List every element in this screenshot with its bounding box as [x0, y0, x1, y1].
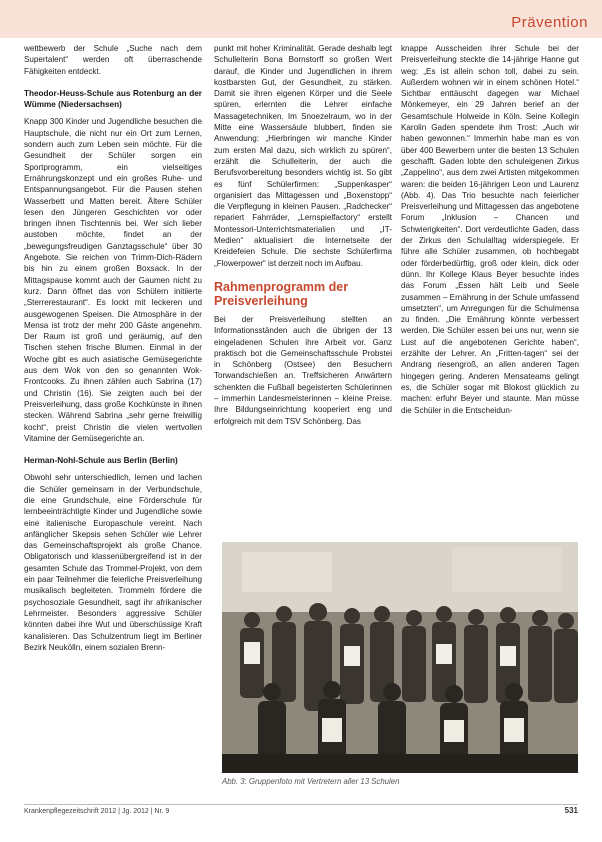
- section-heading: Rahmenprogramm der Preisverleihung: [214, 279, 349, 308]
- school2-heading: Herman-Nohl-Schule aus Berlin (Berlin): [24, 456, 178, 466]
- column-1: [24, 43, 202, 653]
- school1-paragraph: Knapp 300 Kinder und Jugendliche besuchen die Hauptschule, die nicht nur ein Ort zum Lernen, sondern auch zum Leben sein möchte. Für die Gesundheit der Schüler sorgen ein Sportprogramm, ein vielseitiges Ernährungskonzept und ein großes Ruhe- und Entspannungsangebot. Für die Pausen stehen Wasserbett und Matten bereit. Ältere Schüler lesen den Jüngeren Geschichten vor oder bringen ihnen Tischtennis bei. Wer sich lieber austoben möchte, findet an der „bewegungsfreudigen Ganztagsschule“ über 30 Angebote. Sie reichen von Trimm-Dich-Rädern bis hin zu einem großen Boxsack. In der Mittagspause kommt auch der Gaumen nicht zu kurz. Dann öffnet das von Schülern initiierte „Sterrerestaurant“. Es lockt mit leckeren und ausgewogenen Speisen. Die Atmosphäre in der Mensa ist trotz der mehr 200 Gäste angenehm. Der Raum ist groß und geräumig, auf den Tischen stehen frische Blumen. Einmal in der Woche gibt es auch asiatische Gemüsegerichte aus dem Wok von den so genannten Wok-Frontcooks. Zu ihnen zählen auch Sabrina (17) und Christin (16). Sie zeigten auch bei der Preisverleihung, dass große Kochkünste in ihnen stecken. Während Sabrina „sehr gerne freiwillig kocht“, preist Christin die vielen wertvollen Vitamine der Gemüsegerichte an.: [24, 117, 202, 443]
- column-2: [214, 43, 392, 537]
- footer-divider: [24, 804, 578, 805]
- photo-caption: Abb. 3: Gruppenfoto mit Vertretern aller 13 Schulen: [222, 777, 400, 786]
- column-3: [401, 43, 579, 537]
- col2-paragraph-1: punkt mit hoher Kriminalität. Gerade deshalb legt Schulleiterin Bona Bornstorff so großen Wert darauf, die Kinder und Jugendlichen in ihrem kostbarsten Gut, der Gesundheit, zu stärken. Damit sie ihren eigenen Körper und die Seele spüren, erlernten die Lehrer einfache Massagetechniken. Im Snoezelraum, wo in der Mitte eine Wassersäule blubbert, finden sie Anwendung: „Hierbringen wir manche Kinder zum ersten Mal dazu, sich wirklich zu spüren“, erzählt die Schulleiterin, der auch die Berufsvorbereitung besonders wichtig ist. So gibt es fünf Schülerfirmen: „Suppenkasper“ organisiert das Mittagessen und „Boxenstopp“ die Verpflegung in kleinen Pausen. „Radchecker“ repariert Fahrräder, „Lernspielfactory“ erstellt Montessori-Unterrichtsmaterialien und „IT-Medien“ aktualisiert die Internetseite der Kreidefeien Schule. Die sechste Schülerfirma „Flowerpower“ ist derzeit noch im Aufbau.: [214, 44, 392, 268]
- intro-paragraph: wettbewerb der Schule „Suche nach dem Supertalent“ werden oft überraschende Fähigkeiten entdeckt.: [24, 44, 202, 76]
- page-number: 531: [564, 806, 578, 815]
- school2-paragraph: Obwohl sehr unterschiedlich, lernen und lachen die Schüler gemeinsam in der Verbundschule, die eine Grundschule, eine Förderschule für lernbeeinträchtigte Kinder und Jugendliche sowie eine italienische Europaschule vereint. Nach anfänglicher Skepsis sehen Schüler wie Lehrer das Gemeinschaftsprojekt als große Chance. Obligatorisch und klassenübergreifend ist in der gesamten Schule das Trommel-Projekt, von dem ein paar Teilnehmer die feierliche Preisverleihung musikalisch begleiteten. Trommeln fördere die psychosoziale Gesundheit, sagt ihr afrikanischer Lehrmeister. Besonders aggressive Schüler könnten dabei ihre Wut und überschüssige Kraft kanalisieren. Das Schulzentrum liegt im Berliner Bezirk Neukölln, einem sozialen Brenn-: [24, 473, 202, 652]
- col2-paragraph-2: Bei der Preisverleihung stellten an Informationsständen auch die übrigen der 13 eingeladenen Schulen ihre Arbeit vor. Ganz praktisch bot die Gemeinschaftsschule Probstei in Schönberg (Ostsee) den Besuchern Torwandschießen an. Treffsicheren Anwärtern schenkten die Fußball begeisterten Schülerinnen – immerhin Landesmeisterinnen – kleine Preise. Ihre Bildungseinrichtung kooperiert eng und erfolgreich mit dem TSV Schönberg. Das: [214, 314, 392, 426]
- footer-journal: Krankenpflegezeitschrift 2012 | Jg. 2012 | Nr. 9: [24, 808, 170, 815]
- group-photo-illustration: [222, 542, 578, 773]
- school1-heading: Theodor-Heuss-Schule aus Rotenburg an der Wümme (Niedersachsen): [24, 88, 202, 110]
- group-photo: [222, 542, 578, 773]
- section-label: Prävention: [511, 14, 588, 31]
- col3-paragraph: knappe Ausscheiden ihrer Schule bei der Preisverleihung steckte die 14-jährige Hanne gut weg: „Es ist allein schon toll, dabei zu sein. Außerdem wohnen wir in einem schönen Hotel.“ Sichtbar enttäuscht dagegen war Michael Mönkemeyer, ein 29 Jahren berief an der Gesamtschule Holweide in Köln. Seine Kollegin Karolin Gaden spendete ihm Trost: „Auch wir haben gewonnen.“ Immerhin habe man es von über 400 Bewerbern unter die besten 13 Schulen geschafft. Gaden lobte den schuleigenen Zirkus „Zappelino“, aus dem zwei Artisten mitgekommen waren: die beiden 16-jährigen Leon und Laurenz (Abb. 4). Das Trio besuchte nach feierlicher Preisverleihung und Mittagessen das angebotene Forum „Inklusion – Chancen und Schwierigkeiten“. Dort verdeutlichte Gaden, dass der Zirkus den Schulalltag widerspiegele. Er führe alle Schüler zusammen, ob hochbegabt oder förderbedürftig, groß oder klein, dick oder dünn. Ihr Kollege Klaus Beyer besuchte indes das Forum „Essen hält Leib und Seele zusammen – Ernährung in der Schule umfassend umsetzten“, um Anregungen für die Schulmensa zu finden. „Die Ernährung könnte verbessert werden. Die Schüler essen bei uns nur, wenn sie Lust auf die angebotenen Gerichte haben“, erzählte der Lehrer. An „Fritten-tagen“ sei der Andrang riesengroß, an allen anderen Tagen hingegen gering. Anderen Mensateams gelingt es, die Schüler sogar mit Blokost glücklich zu machen: erfuhr Beyer und staunte. Man müsse die Schüler in die Entscheidun-: [401, 44, 579, 415]
